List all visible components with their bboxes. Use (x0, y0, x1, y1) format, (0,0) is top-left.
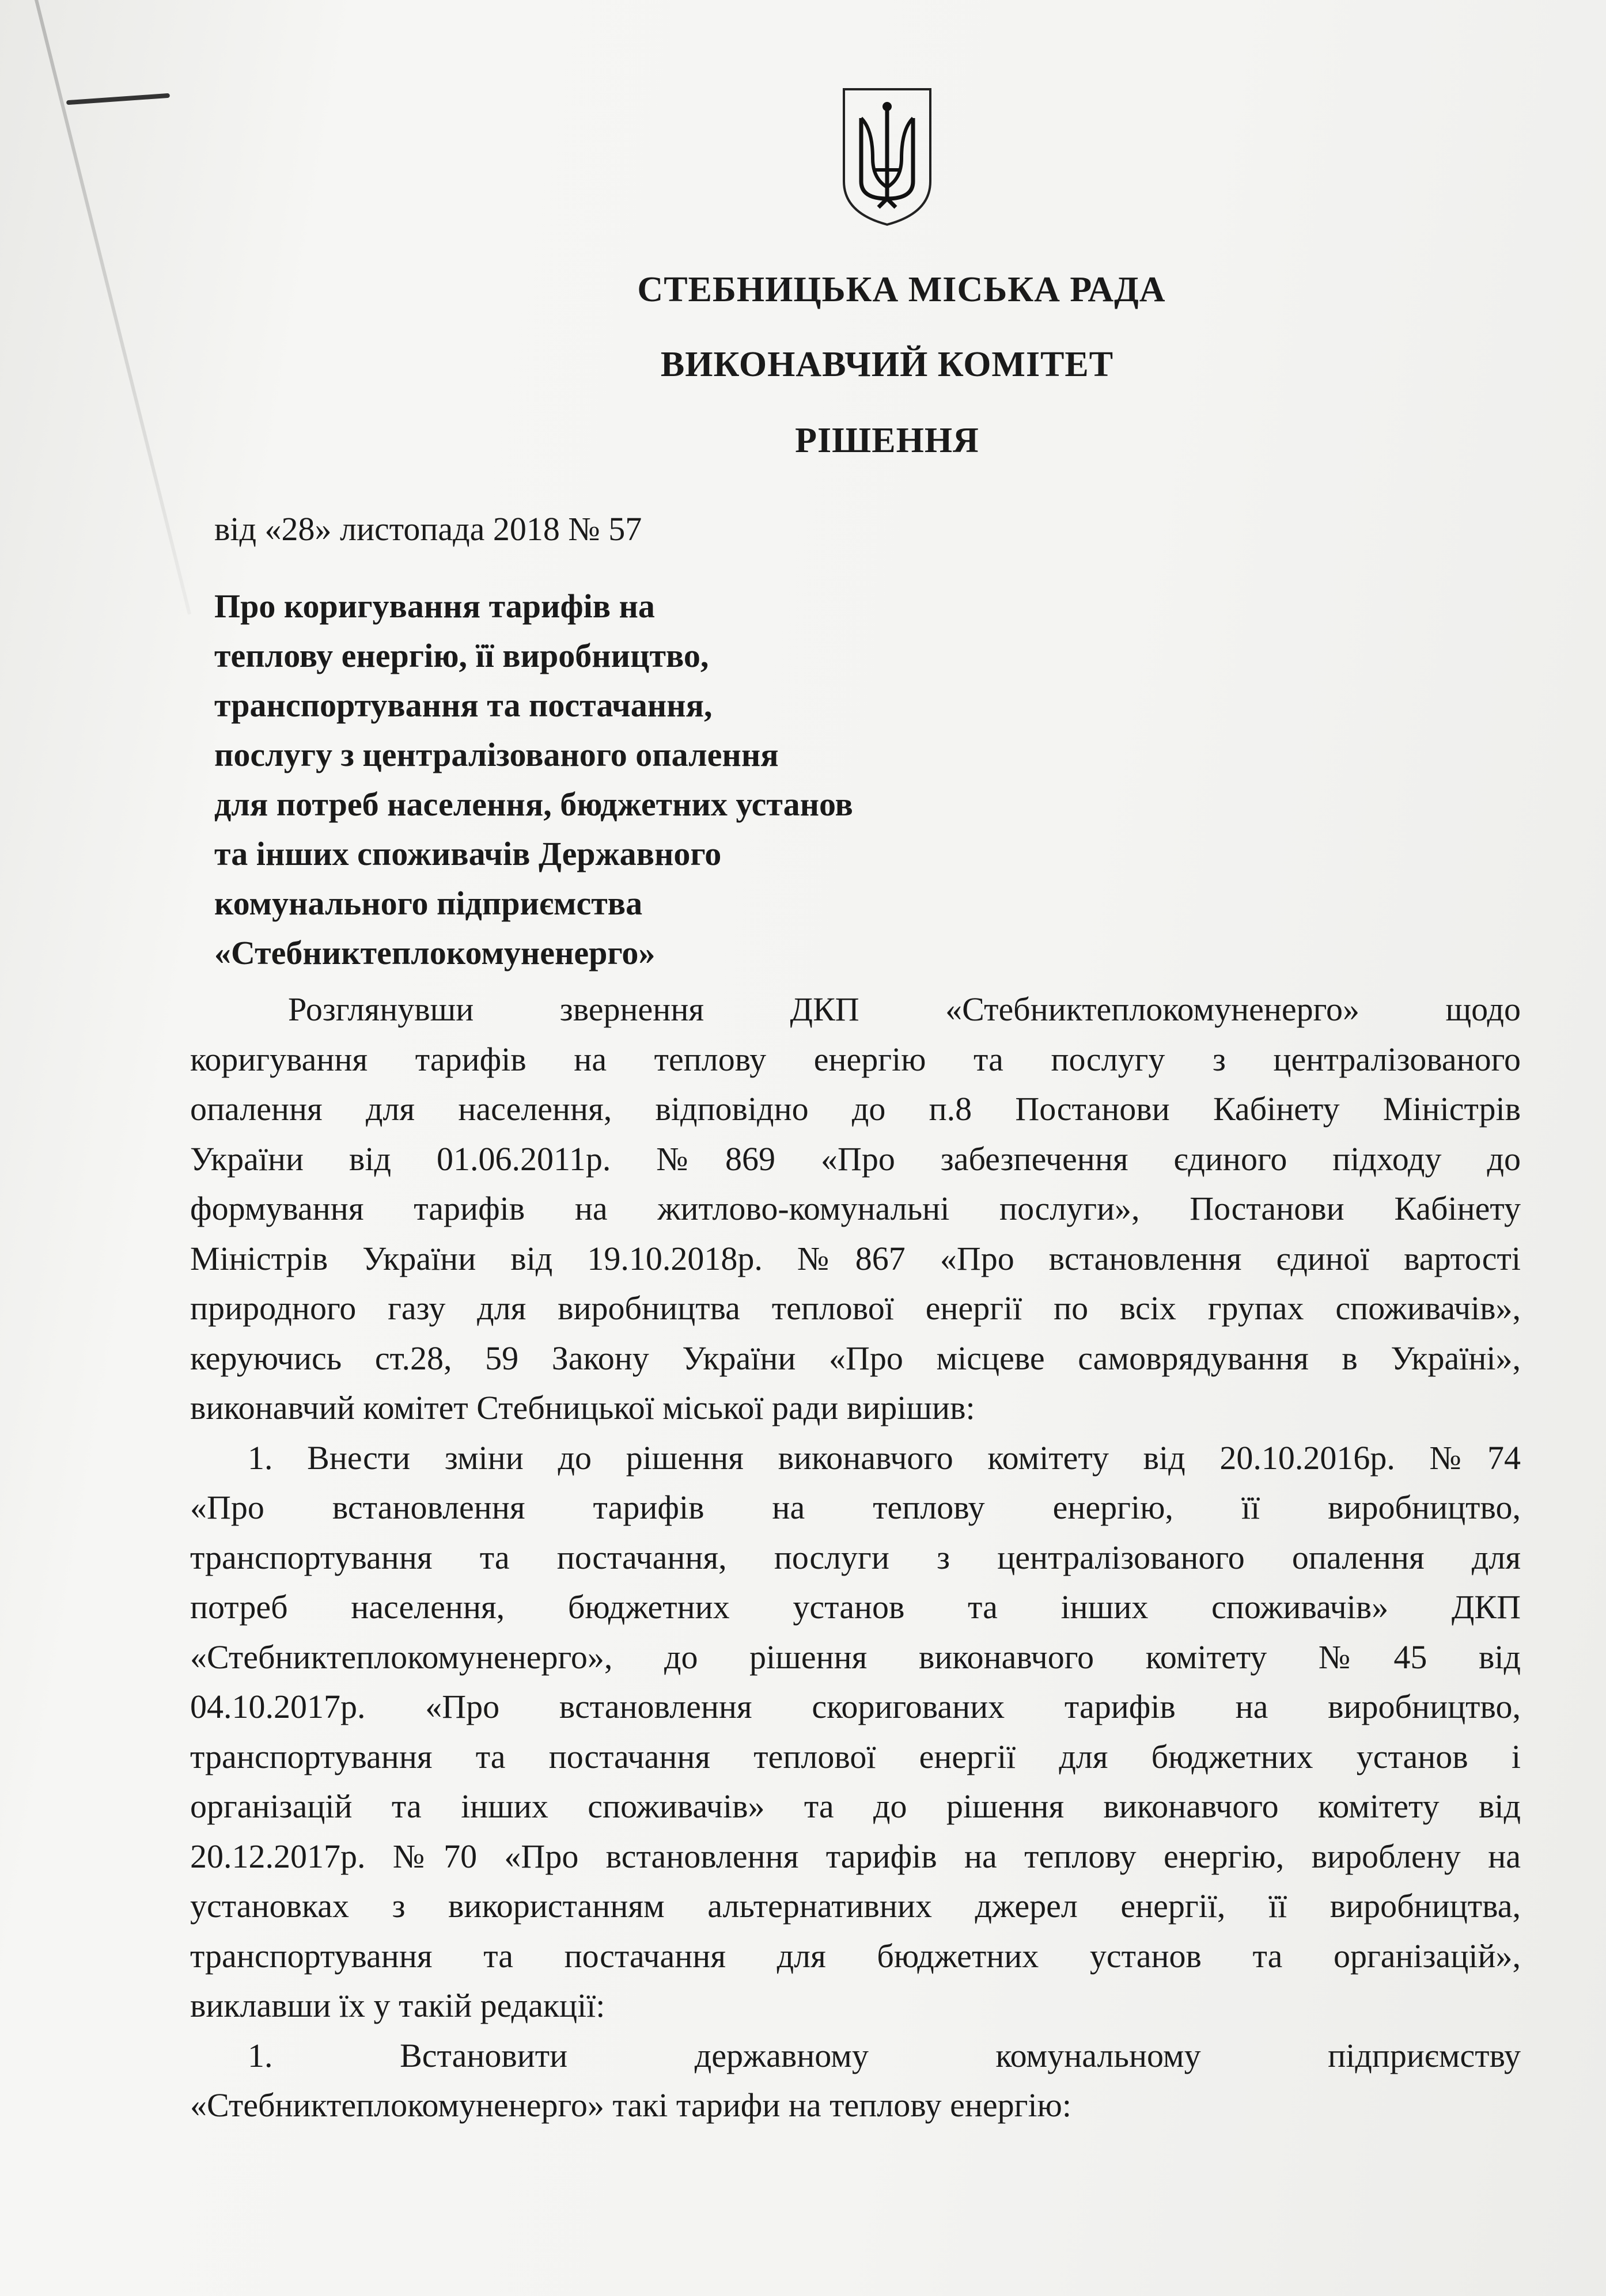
item-1-line: 20.12.2017р. №70 «Про встановлення тарифів на теплову енергію, вироблену на (190, 1837, 1521, 1875)
item-1-line: транспортування та постачання теплової енергії для бюджетних установ і (190, 1737, 1521, 1775)
preamble-line: Розглянувши звернення ДКП «Стебниктеплокомуненерго» щодо (288, 990, 1521, 1028)
decision-subject (214, 582, 1021, 978)
item-1-line: виклавши їх у такій редакції: (190, 1987, 605, 2024)
preamble-line: опалення для населення, відповідно до п.8 Постанови Кабінету Міністрів (190, 1090, 1521, 1128)
preamble-line: керуючись ст.28, 59 Закону України «Про місцеве самоврядування в Україні», (190, 1339, 1521, 1377)
item-1-line: 1. Внести зміни до рішення виконавчого комітету від 20.10.2016р. №74 (248, 1439, 1521, 1477)
subject-line: для потреб населення, бюджетних установ (214, 785, 853, 823)
coat-of-arms-of-ukraine-icon (838, 84, 936, 227)
preamble-line: Міністрів України від 19.10.2018р. №867 «Про встановлення єдиної вартості (190, 1239, 1521, 1277)
council-name: СТЕБНИЦЬКА МІСЬКА РАДА (637, 270, 1166, 309)
preamble-line: України від 01.06.2011р. №869 «Про забезпечення єдиного підходу до (190, 1140, 1521, 1178)
subject-line: та інших споживачів Державного (214, 835, 722, 872)
subitem-1-line: «Стебниктеплокомуненерго» такі тарифи на теплову енергію: (190, 2086, 1072, 2124)
item-1-line: транспортування та постачання, послуги з централізованого опалення для (190, 1538, 1521, 1576)
subitem-1-line: 1. Встановити державному комунальному підприємству (248, 2036, 1521, 2074)
paper-fold-shadow (35, 0, 191, 614)
decision-body (190, 985, 1521, 2131)
item-1-line: «Про встановлення тарифів на теплову енергію, її виробництво, (190, 1489, 1521, 1526)
subject-line: «Стебниктеплокомуненерго» (214, 934, 656, 971)
subject-line: Про коригування тарифів на (214, 587, 655, 625)
subject-line: послугу з централізованого опалення (214, 736, 779, 773)
subject-line: транспортування та постачання, (214, 686, 713, 724)
item-1-line: транспортування та постачання для бюджетних установ та організацій», (190, 1937, 1521, 1975)
item-1-line: потреб населення, бюджетних установ та інших споживачів» ДКП (190, 1588, 1521, 1626)
subject-line: теплову енергію, її виробництво, (214, 637, 709, 674)
date-and-number: від «28» листопада 2018 № 57 (214, 510, 642, 548)
document-type: РІШЕННЯ (795, 421, 979, 460)
item-1-line: «Стебниктеплокомуненерго», до рішення виконавчого комітету №45 від (190, 1638, 1521, 1676)
preamble-line: природного газу для виробництва теплової енергії по всіх групах споживачів», (190, 1289, 1521, 1327)
committee-name: ВИКОНАВЧИЙ КОМІТЕТ (660, 345, 1114, 384)
preamble-line: формування тарифів на житлово-комунальні послуги», Постанови Кабінету (190, 1190, 1521, 1227)
preamble-line: виконавчий комітет Стебницької міської ради вирішив: (190, 1389, 975, 1426)
subject-line: комунального підприємства (214, 885, 643, 922)
item-1-line: установках з використанням альтернативних джерел енергії, її виробництва, (190, 1887, 1521, 1925)
preamble-line: коригування тарифів на теплову енергію та послугу з централізованого (190, 1040, 1521, 1078)
item-1-line: організацій та інших споживачів» та до рішення виконавчого комітету від (190, 1788, 1521, 1825)
pen-mark (66, 93, 170, 105)
item-1-line: 04.10.2017р. «Про встановлення скоригованих тарифів на виробництво, (190, 1688, 1521, 1725)
